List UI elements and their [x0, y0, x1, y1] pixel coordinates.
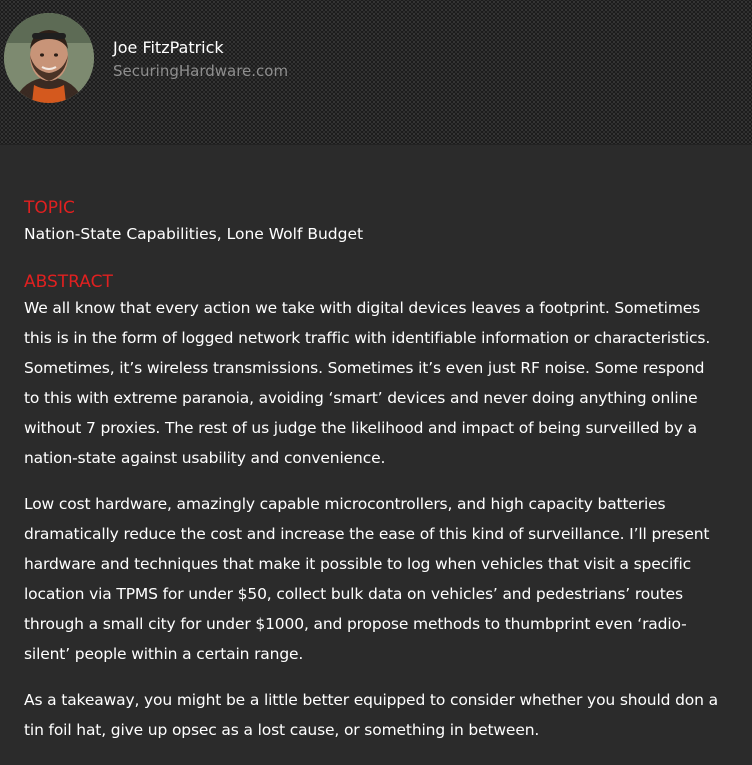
speaker-name: Joe FitzPatrick	[113, 38, 224, 57]
topic-text: Nation-State Capabilities, Lone Wolf Budget	[24, 225, 364, 243]
speaker-avatar	[4, 13, 94, 103]
topic-label: TOPIC	[24, 198, 75, 218]
speaker-header	[0, 0, 752, 145]
abstract-label: ABSTRACT	[24, 272, 113, 292]
abstract-paragraph: Low cost hardware, amazingly capable microcontrollers, and high capacity batteries dramatically reduce the cost and increase the ease of this kind of surveillance. I’ll present hardware and techniques that make it possible to log when vehicles that visit a specific location via TPMS for under $50, collect bulk data on vehicles’ and pedestrians’ routes through a small city for under $1000, and propose methods to thumbprint even ‘radio-silent’ people within a certain range.	[24, 495, 710, 663]
speaker-website[interactable]: SecuringHardware.com	[113, 62, 289, 80]
abstract-paragraph: We all know that every action we take with digital devices leaves a footprint. Sometimes this is in the form of logged network traffic with identifiable information or characteristics. Sometimes, it’s wireless transmissions. Sometimes it’s even just RF noise. Some respond to this with extreme paranoia, avoiding ‘smart’ devices and never doing anything online without 7 proxies. The rest of us judge the likelihood and impact of being surveilled by a nation-state against usability and convenience.	[24, 299, 711, 467]
talk-details	[24, 197, 724, 761]
abstract-paragraph: As a takeaway, you might be a little better equipped to consider whether you should don a tin foil hat, give up opsec as a lost cause, or something in between.	[24, 691, 718, 739]
